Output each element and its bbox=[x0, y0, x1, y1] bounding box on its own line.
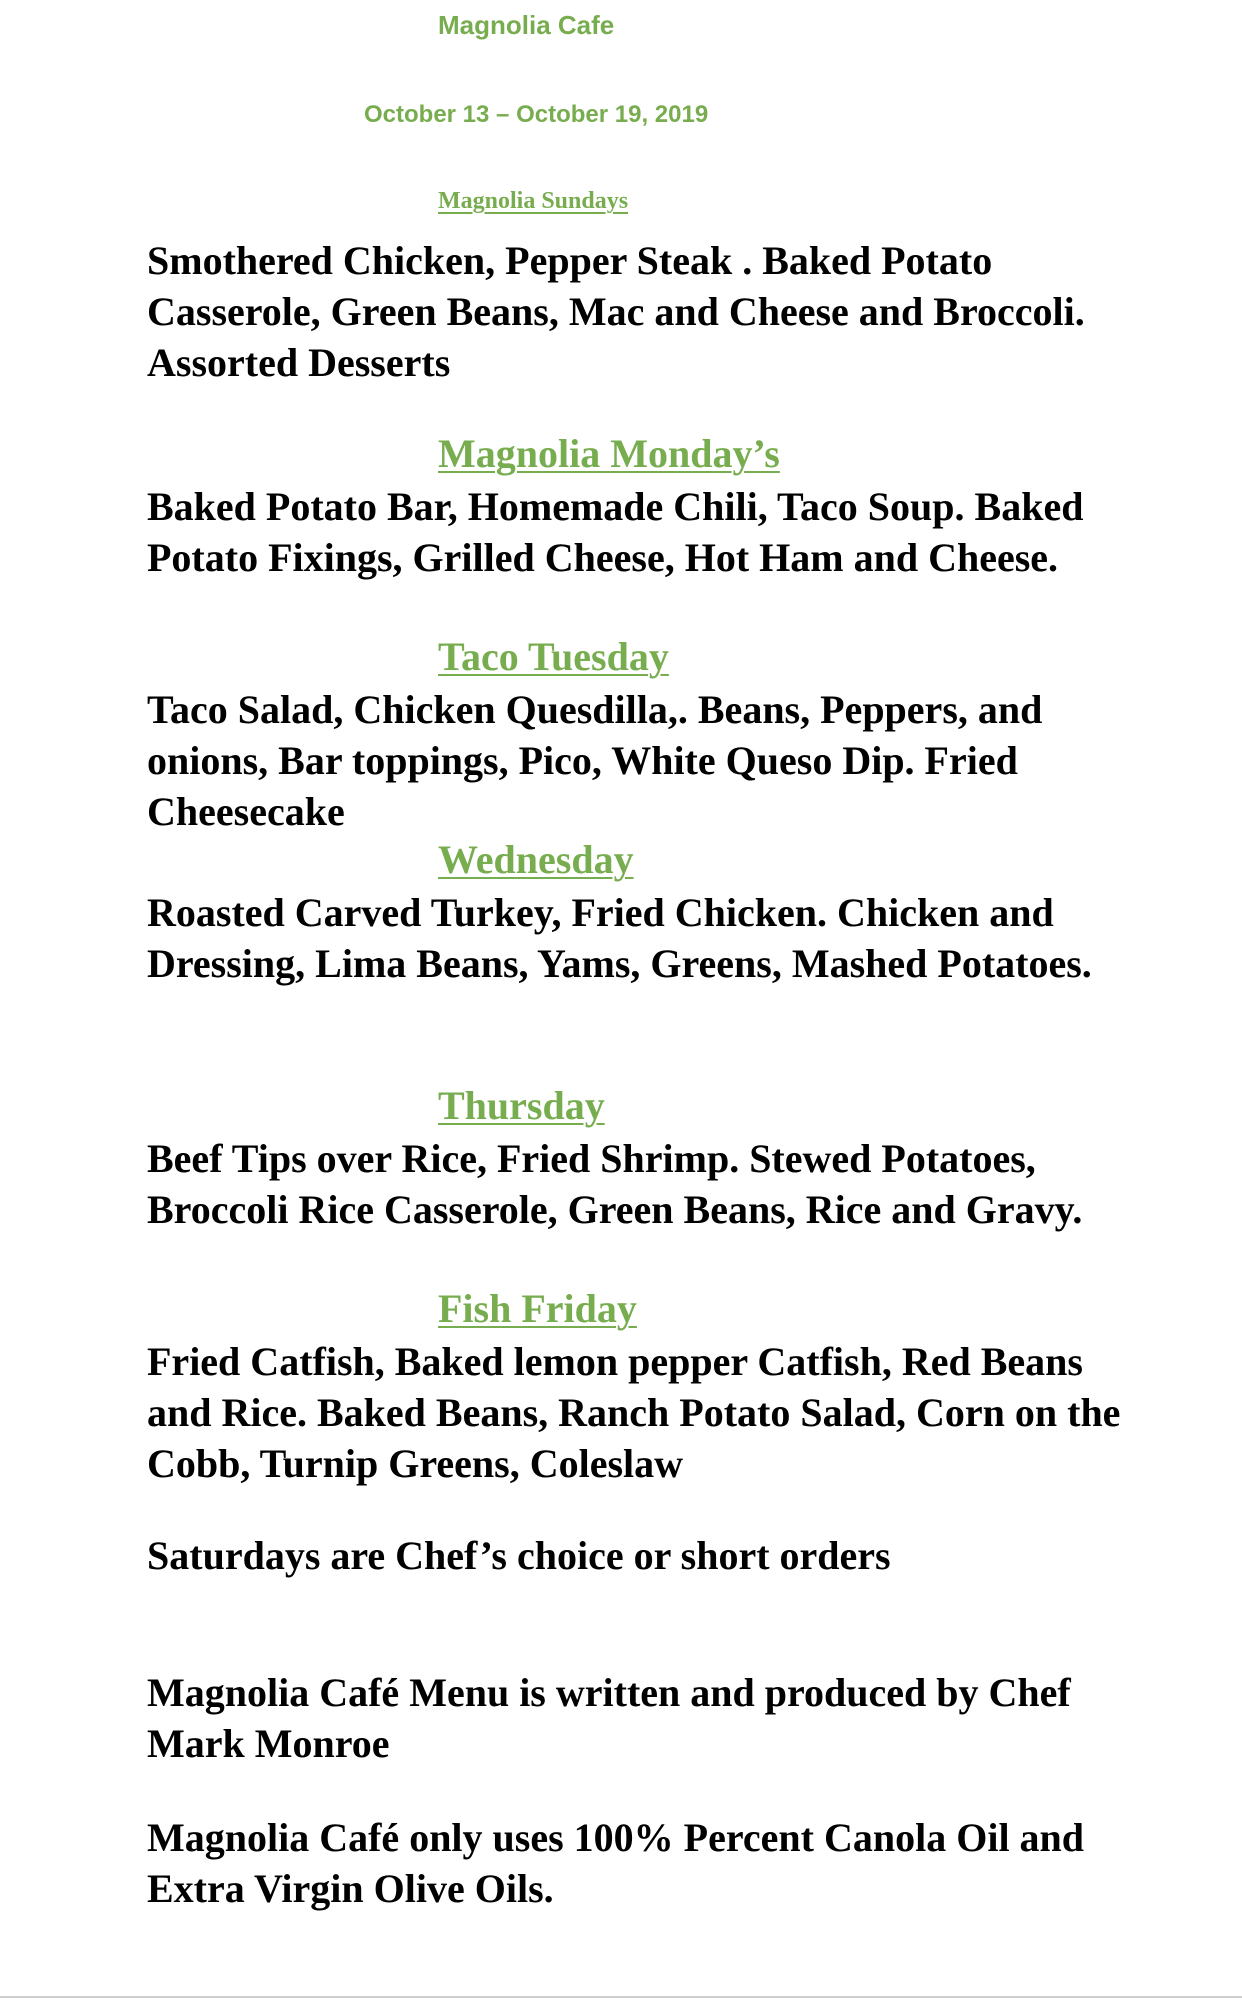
heading-wednesday: Wednesday bbox=[438, 837, 634, 882]
heading-thursday: Thursday bbox=[438, 1083, 605, 1128]
menu-tuesday: Taco Salad, Chicken Quesdilla,. Beans, Peppers, and onions, Bar toppings, Pico, White Queso Dip. Fried Cheesecake bbox=[147, 687, 1043, 834]
heading-monday: Magnolia Monday’s bbox=[438, 431, 780, 476]
menu-monday: Baked Potato Bar, Homemade Chili, Taco Soup. Baked Potato Fixings, Grilled Cheese, Hot Ham and Cheese. bbox=[147, 484, 1084, 580]
heading-tuesday: Taco Tuesday bbox=[438, 634, 669, 679]
menu-thursday: Beef Tips over Rice, Fried Shrimp. Stewed Potatoes, Broccoli Rice Casserole, Green Beans, Rice and Gravy. bbox=[147, 1136, 1083, 1232]
menu-wednesday: Roasted Carved Turkey, Fried Chicken. Chicken and Dressing, Lima Beans, Yams, Greens, Mashed Potatoes. bbox=[147, 890, 1092, 986]
heading-sunday: Magnolia Sundays bbox=[438, 188, 629, 214]
oil-note: Magnolia Café only uses 100% Percent Canola Oil and Extra Virgin Olive Oils. bbox=[147, 1815, 1085, 1911]
saturday-note: Saturdays are Chef’s choice or short orders bbox=[147, 1533, 891, 1578]
menu-friday: Fried Catfish, Baked lemon pepper Catfish, Red Beans and Rice. Baked Beans, Ranch Potato Salad, Corn on the Cobb, Turnip Greens, Coleslaw bbox=[147, 1339, 1121, 1486]
chef-credit: Magnolia Café Menu is written and produced by Chef Mark Monroe bbox=[147, 1670, 1071, 1766]
date-range: October 13 – October 19, 2019 bbox=[364, 101, 709, 128]
menu-sunday: Smothered Chicken, Pepper Steak . Baked Potato Casserole, Green Beans, Mac and Cheese and Broccoli. Assorted Desserts bbox=[147, 238, 1085, 385]
bottom-divider bbox=[0, 1996, 1242, 1998]
cafe-name: Magnolia Cafe bbox=[438, 10, 615, 40]
heading-friday: Fish Friday bbox=[438, 1286, 637, 1331]
